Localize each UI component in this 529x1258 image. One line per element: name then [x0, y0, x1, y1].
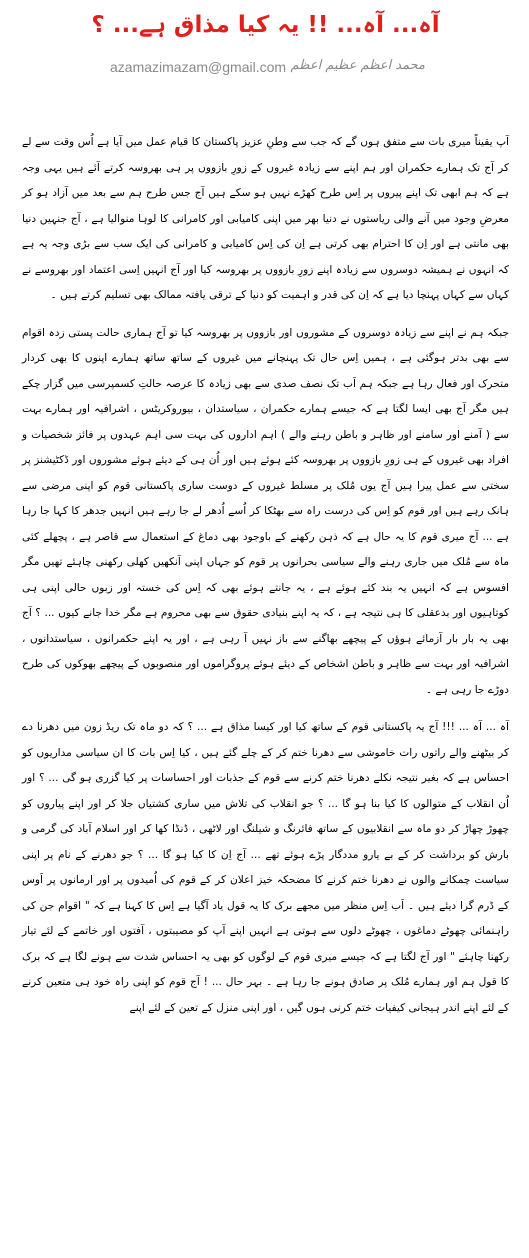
author-email: azamazimazam@gmail.com — [110, 59, 287, 75]
byline — [22, 54, 509, 90]
article-title: آہ... آہ... !! یہ کیا مذاق ہے... ؟ — [91, 12, 440, 38]
paragraph-1: آپ یقیناً میری بات سے متفق ہوں گے کہ جب سے وطنِ عزیز پاکستان کا قیام عمل میں آیا ہے اُس وقت سے لے کر آج تک ہمارے حکمران اور ہم اپنے سے زیادہ غیروں کے زورِ بازووں پر ہی بھروسہ کرتے آئے ہیں یہی وجہ ہے کہ ہم ابھی تک اپنے پیروں پر اِس طرح کھڑے نہیں ہو سکے ہیں آج جس طرح ہم سے بعد میں آزاد ہو کر معرضِ وجود میں آنے والی ریاستوں نے دنیا بھر میں اپنی کامیابی اور کامرانی کا لوہا منوالیا ہے ، آج جنہیں دنیا بھی مانتی ہے اور اِن کا احترام بھی کرتی ہے اِن کی اِس کامیابی و کامرانی کی ایک سب سے بڑی وجہ یہ ہے کہ انہوں نے ہمیشہ دوسروں سے زیادہ اپنے زورِ بازووں پر بھروسہ کیا اور آج انہیں اِسی اعتماد اور بھروسے نے کہاں سے کہاں پہنچا دیا ہے کہ اِن کی قدر و اہمیت کو دنیا کے ترقی یافتہ ممالک بھی تسلیم کرتے ہیں ۔ — [22, 136, 509, 301]
author-name: محمد اعظم عظیم اعظم — [290, 58, 425, 73]
article-body — [22, 130, 509, 1021]
paragraph-2: جبکہ ہم نے اپنے سے زیادہ دوسروں کے مشوروں اور بازووں پر بھروسہ کیا تو آج ہماری حالت پستی زدہ اقوام سے بھی بدتر ہوگئی ہے ، ہمیں اِس حال تک پہنچانے میں غیروں کے ساتھ ساتھ ہمارے اپنوں کا بھی کردار متحرک اور فعال رہا ہے جبکہ ہم اَب تک نصف صدی سے بھی زیادہ کا عرصہ حالتِ کسمپرسی میں گزار چکے ہیں مگر آج بھی ایسا لگتا ہے کہ جیسے ہمارے حکمران ، سیاستدان ، بیوروکریٹس ، اشرافیہ اور ہمارے بہت سے ( آمنے اور سامنے اور ظاہر و باطن رہنے والے ) اہم اداروں کی بہت سی اہم عہدوں پر فائز شخصیات و افراد بھی غیروں کے ہی زورِ بازووں پر بھروسہ کئے ہوئے ہیں اور اُن ہی کے دیئے ہوئے مشوروں اور ڈکٹیشنز پر سختی سے عمل پیرا ہیں آج یوں مُلک پر مسلط غیروں کے دوست ساری پاکستانی قوم کو اپنی مرضی سے ہانک رہے ہیں اور قوم کو اِس کی درست راہ سے بھٹکا کر اُسے اُدھر لے جا رہے ہیں انہیں جدھر کا کہا جا رہا ہے ... آج میری قوم کا یہ حال ہے کہ ذہن رکھنے کے باوجود بھی دماغ کے استعمال سے قاصر ہے ، پچھلے کئی ماہ سے مُلک میں جاری رہنے والے سیاسی بحرانوں پر قوم کو جہاں اپنی آنکھیں کھلی رکھنی چاہئے تھیں مگر افسوس ہے کہ انہیں یہ بند کئے ہوئے ہے ، یہ جانتے ہوئے بھی کہ اِس کی خستہ اور زبوں حالی اپنی ہی کوتاہیوں اور بدعقلی کا ہی نتیجہ ہے ، کہ یہ اپنے بنیادی حقوق سے بھی محروم ہے مگر خدا جانے کیوں ... ؟ آج بھی یہ بار بار آزمائے ہوؤں کے پیچھے بھاگنے سے باز نہیں آ رہی ہے ، اور یہ اپنے حکمرانوں ، سیاستدانوں ، اشرافیہ اور بہت سے ظاہر و باطن اشخاص کے دیئے ہوئے پروگراموں اور منصوبوں کے پیچھے بھوکوں کی طرح دوڑے جا رہی ہے ۔ — [22, 326, 509, 696]
paragraph-3: آہ ... آہ ... !!! آج یہ پاکستانی قوم کے ساتھ کیا اور کیسا مذاق ہے ... ؟ کہ دو ماہ تک ریڈ زون میں دھرنا دے کر بیٹھنے والے راتوں رات خاموشی سے دھرنا ختم کر کے چلے گئے ہیں ، کیا اِس بات کا ان سیاسی مداریوں کو احساس ہے کہ بغیر نتیجہ نکلے دھرنا ختم کرنے سے قوم کے جذبات اور احساسات پر کیا گزری ہو گی ... ؟ اور اُن انقلاب کے متوالوں کا کیا بنا ہو گا ... ؟ جو انقلاب کی تلاش میں ساری کشتیاں جلا کر اور اپنے پیاروں کو چھوڑ چھاڑ کر دو ماہ سے انقلابیوں کے ساتھ فائرنگ و شیلنگ اور لاٹھی ، ڈنڈا کھا کر اور اسلام آباد کی گرمی و بارش کو برداشت کر کے بے یارو مددگار پڑے ہوئے تھے ... آج اِن کا کیا ہو گا ... ؟ جو دھرنے کے نام پر اپنی سیاست چمکانے والوں نے دھرنا ختم کرنے کا مضحکہ خیز اعلان کر کے قوم کی اُمیدوں پر اور ارمانوں پر اَوس کے ڈرم گرا دیئے ہیں ۔ اَب اِس منظر میں مجھے برک کا یہ قول یاد آگیا ہے اِس کا کہنا ہے کہ " اقوام جن کی راہنمائی چھوٹے دماغوں ، چھوٹے دلوں سے ہوتی ہے انہیں اپنے آپ کو مصیبتوں ، آفتوں اور خاتمے کے لئے تیار رکھنا چاہئے " اور آج لگتا ہے کہ جیسے میری قوم کے لوگوں کو بھی یہ احساس شدت سے ہونے لگا ہے کہ برک کا قول ہم اور ہمارے مُلک پر صادق ہونے جا رہا ہے ۔ بہر حال ... ! آج قوم کو اپنی راہ خود ہی متعین کرنے کے لئے اپنے اندر ہیجانی کیفیات ختم کرنی ہوں گیں ، اور اپنی منزل کے تعین کے لئے اپنے — [22, 721, 509, 1014]
